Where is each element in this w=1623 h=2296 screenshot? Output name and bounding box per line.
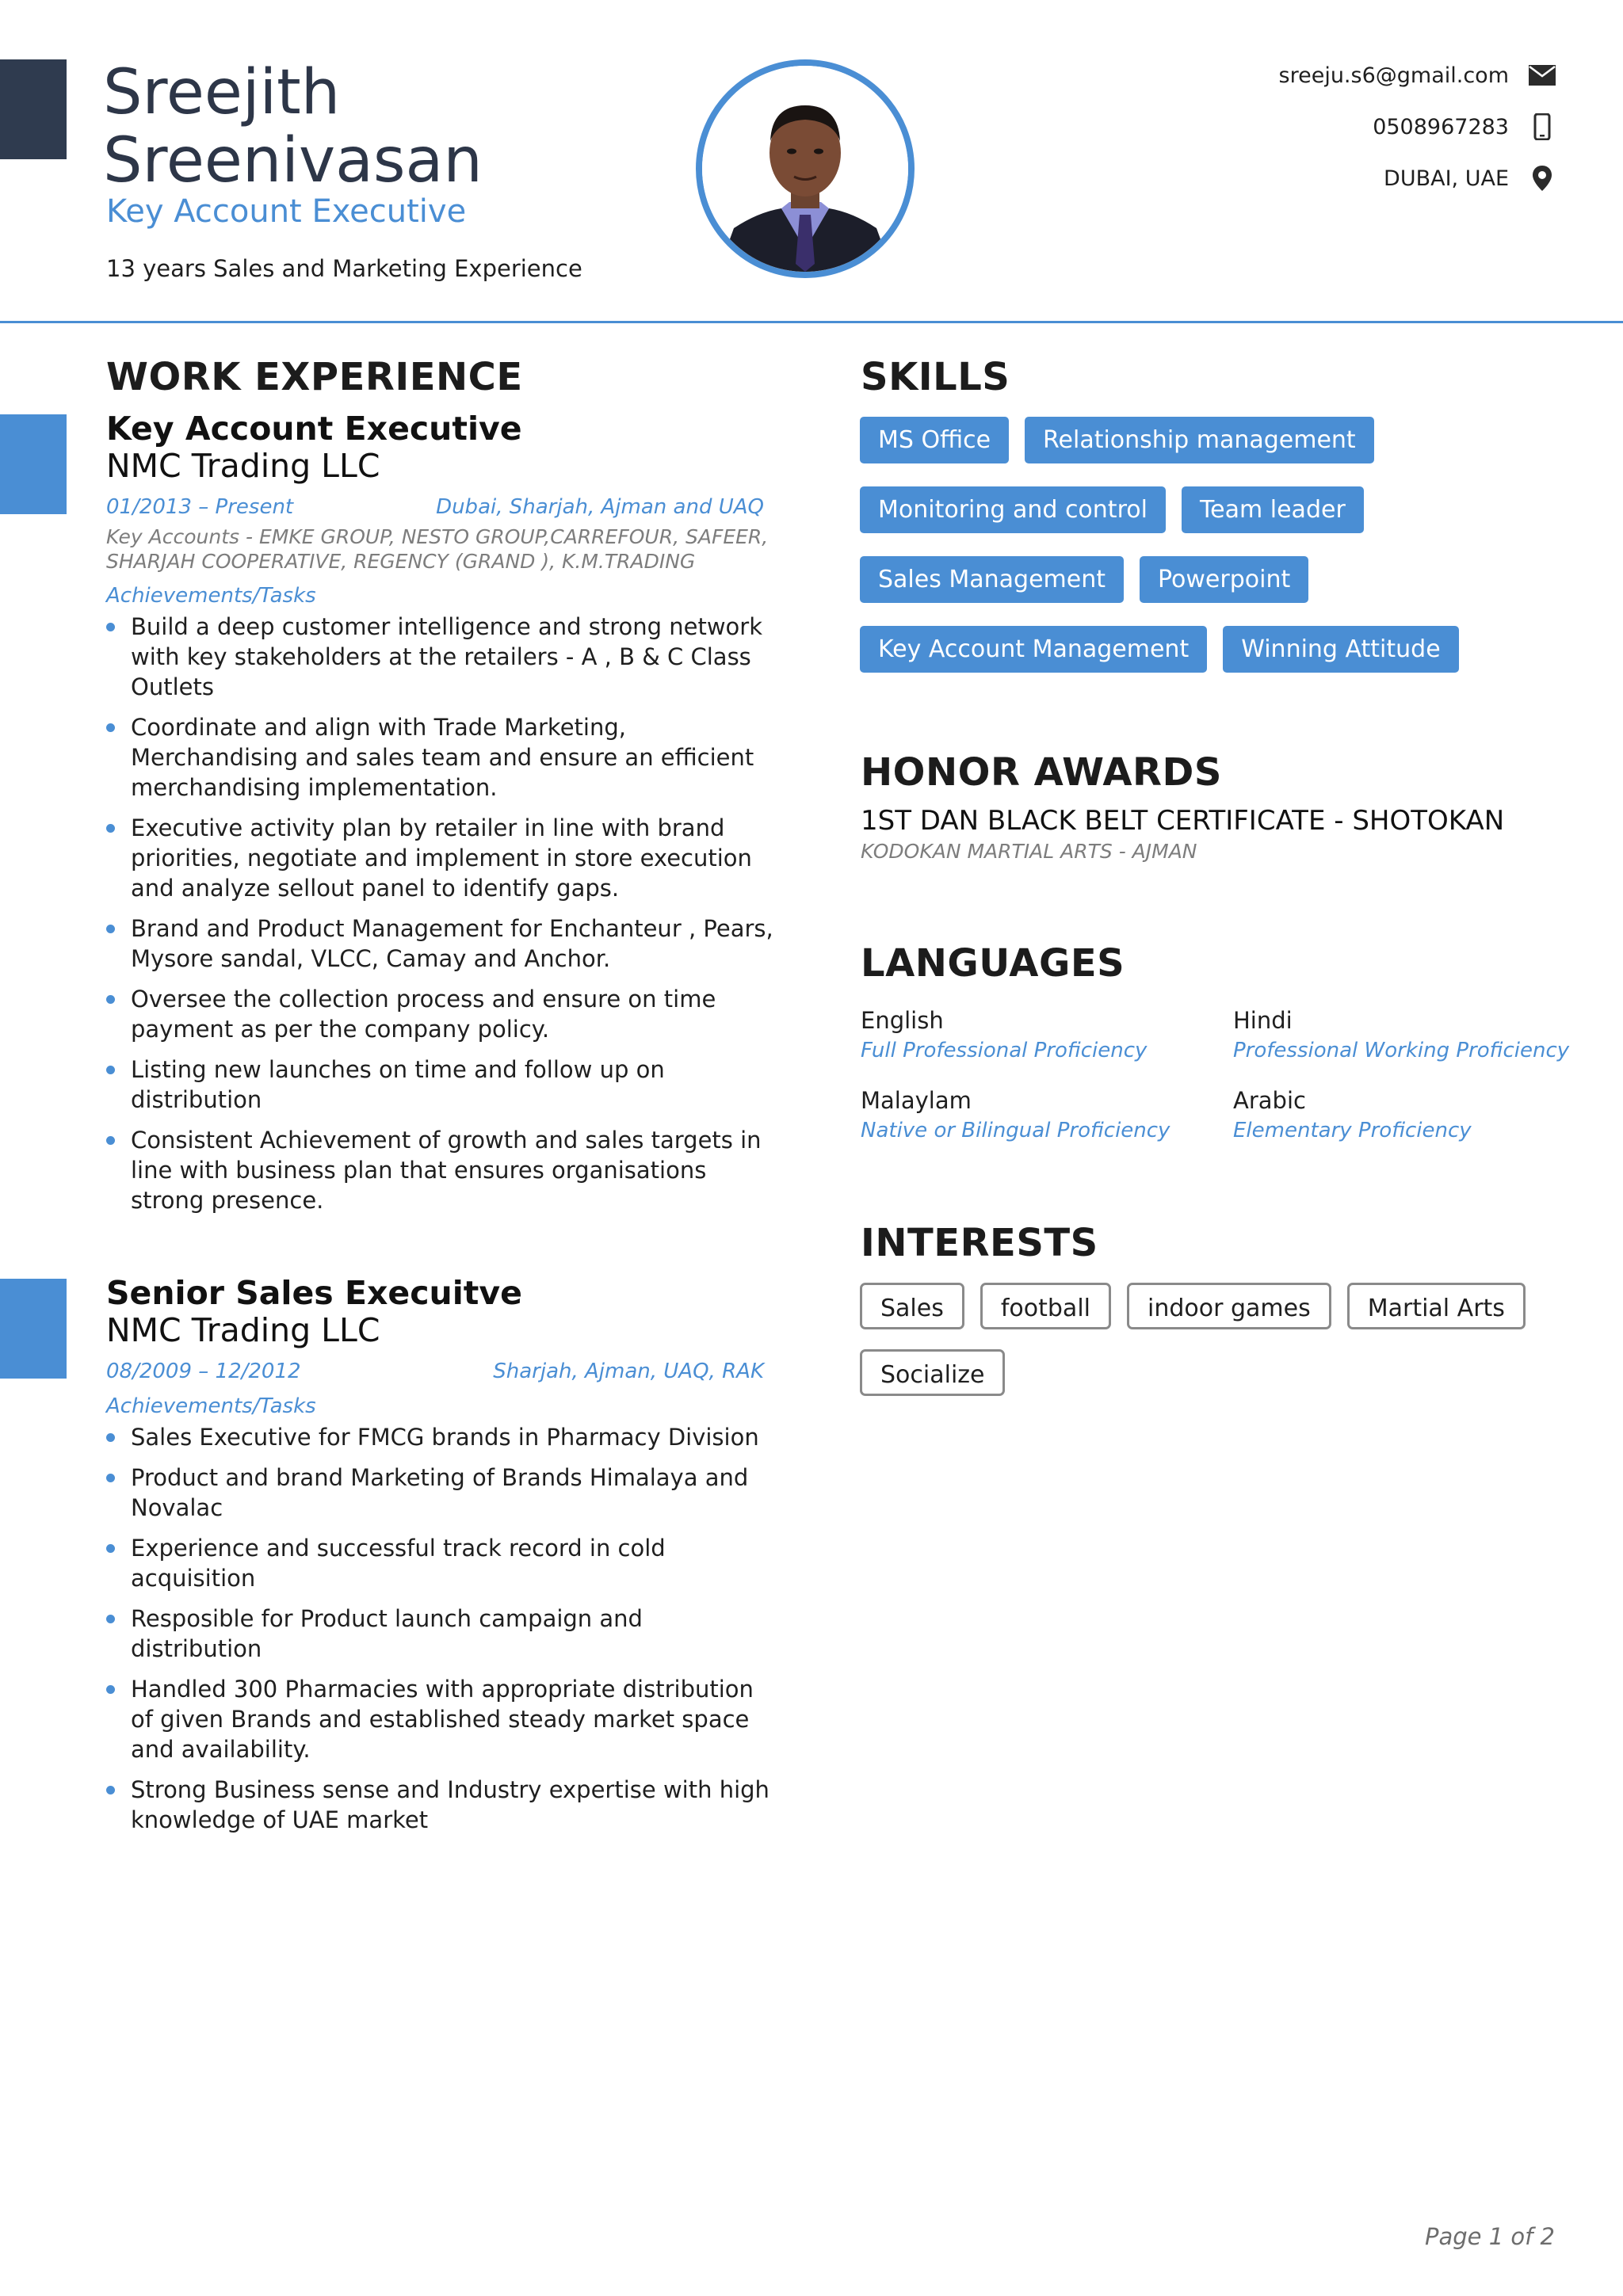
languages-heading: LANGUAGES xyxy=(861,941,1125,986)
bullet-dot xyxy=(106,1615,115,1623)
interest-chip: Socialize xyxy=(860,1349,1005,1396)
skill-chip: Sales Management xyxy=(860,556,1124,603)
honor-awards-heading: HONOR AWARDS xyxy=(861,750,1222,795)
bullet-dot xyxy=(106,1544,115,1553)
header-accent-bar xyxy=(0,59,67,159)
job-2-dates: 08/2009 – 12/2012 xyxy=(106,1360,301,1383)
experience-summary: 13 years Sales and Marketing Experience xyxy=(106,255,582,282)
bullet-dot xyxy=(106,1433,115,1442)
list-item: Product and brand Marketing of Brands Himalaya and Novalac xyxy=(106,1463,780,1523)
list-item: Handled 300 Pharmacies with appropriate distribution of given Brands and established steady market space and availability. xyxy=(106,1674,780,1764)
list-item: Consistent Achievement of growth and sales targets in line with business plan that ensures organisations strong presence. xyxy=(106,1125,780,1215)
envelope-icon xyxy=(1526,59,1558,91)
skill-chip: Winning Attitude xyxy=(1223,626,1458,673)
job-1-task-list xyxy=(106,612,780,1226)
language-name: Malaylam xyxy=(861,1087,972,1114)
interests-list xyxy=(860,1283,1573,1396)
list-item: Build a deep customer intelligence and strong network with key stakeholders at the retailers - A , B & C Class Outlets xyxy=(106,612,780,702)
job-2-company: NMC Trading LLC xyxy=(106,1311,380,1349)
interest-chip: Sales xyxy=(860,1283,964,1329)
location-text: DUBAI, UAE xyxy=(1384,166,1509,191)
work-experience-heading: WORK EXPERIENCE xyxy=(106,355,523,399)
bullet-dot xyxy=(106,1474,115,1482)
bullet-dot xyxy=(106,623,115,631)
list-item: Experience and successful track record in cold acquisition xyxy=(106,1533,780,1593)
name-first: Sreejith xyxy=(103,57,341,128)
language-name: English xyxy=(861,1007,944,1034)
language-name: Arabic xyxy=(1233,1087,1306,1114)
email-text[interactable]: sreeju.s6@gmail.com xyxy=(1278,63,1509,88)
contact-phone[interactable] xyxy=(1373,111,1558,143)
bullet-dot xyxy=(106,1786,115,1794)
language-level: Elementary Proficiency xyxy=(1233,1119,1472,1142)
job-1-date-location xyxy=(106,495,764,519)
contact-location xyxy=(1384,162,1558,194)
job-1-location: Dubai, Sharjah, Ajman and UAQ xyxy=(436,495,764,519)
list-item: Resposible for Product launch campaign and distribution xyxy=(106,1604,780,1664)
bullet-dot xyxy=(106,723,115,732)
language-name: Hindi xyxy=(1233,1007,1293,1034)
job-1-role: Key Account Executive xyxy=(106,410,522,448)
list-item: Listing new launches on time and follow up on distribution xyxy=(106,1055,780,1115)
list-item: Brand and Product Management for Enchanteur , Pears, Mysore sandal, VLCC, Camay and Anchor. xyxy=(106,913,780,974)
award-title: 1ST DAN BLACK BELT CERTIFICATE - SHOTOKAN xyxy=(861,805,1505,837)
bullet-dot xyxy=(106,1685,115,1694)
job-1-dates: 01/2013 – Present xyxy=(106,495,294,519)
interest-chip: football xyxy=(980,1283,1111,1329)
bullet-dot xyxy=(106,1136,115,1145)
page-number: Page 1 of 2 xyxy=(1424,2223,1555,2250)
job-2-location: Sharjah, Ajman, UAQ, RAK xyxy=(493,1360,764,1383)
interest-chip: indoor games xyxy=(1127,1283,1331,1329)
skill-chip: Team leader xyxy=(1182,486,1364,533)
list-item: Sales Executive for FMCG brands in Pharmacy Division xyxy=(106,1422,780,1452)
language-level: Professional Working Proficiency xyxy=(1233,1039,1570,1062)
bullet-dot xyxy=(106,824,115,833)
mobile-phone-icon xyxy=(1526,111,1558,143)
language-level: Full Professional Proficiency xyxy=(861,1039,1148,1062)
job-2-accent xyxy=(0,1279,67,1379)
bullet-dot xyxy=(106,925,115,933)
skills-heading: SKILLS xyxy=(861,355,1010,399)
header-divider xyxy=(0,321,1623,323)
list-item: Executive activity plan by retailer in line with brand priorities, negotiate and implement in store execution and analyze sellout panel to identify gaps. xyxy=(106,813,780,903)
contact-email[interactable] xyxy=(1279,59,1558,91)
phone-text[interactable]: 0508967283 xyxy=(1373,114,1509,139)
bullet-dot xyxy=(106,1066,115,1074)
map-pin-icon xyxy=(1526,162,1558,194)
list-item: Oversee the collection process and ensure on time payment as per the company policy. xyxy=(106,984,780,1044)
skill-chip: Powerpoint xyxy=(1140,556,1308,603)
skills-list xyxy=(860,417,1573,673)
job-1-company: NMC Trading LLC xyxy=(106,447,380,485)
profile-photo xyxy=(696,59,915,278)
job-2-achievements-label: Achievements/Tasks xyxy=(106,1394,316,1418)
skill-chip: Key Account Management xyxy=(860,626,1207,673)
list-item: Coordinate and align with Trade Marketing, Merchandising and sales team and ensure an efficient merchandising implementation. xyxy=(106,712,780,803)
job-2-task-list xyxy=(106,1422,780,1845)
skill-chip: Monitoring and control xyxy=(860,486,1166,533)
job-2-date-location xyxy=(106,1360,764,1383)
list-item: Strong Business sense and Industry expertise with high knowledge of UAE market xyxy=(106,1775,780,1835)
job-1-achievements-label: Achievements/Tasks xyxy=(106,584,316,608)
bullet-dot xyxy=(106,995,115,1004)
skill-chip: MS Office xyxy=(860,417,1009,463)
award-organization: KODOKAN MARTIAL ARTS - AJMAN xyxy=(861,840,1197,863)
job-1-accent xyxy=(0,414,67,514)
skill-chip: Relationship management xyxy=(1025,417,1374,463)
job-2-role: Senior Sales Execuitve xyxy=(106,1274,522,1312)
job-title: Key Account Executive xyxy=(106,193,467,230)
interest-chip: Martial Arts xyxy=(1347,1283,1526,1329)
job-1-key-accounts: Key Accounts - EMKE GROUP, NESTO GROUP,CARREFOUR, SAFEER, SHARJAH COOPERATIVE, REGENCY (GRAND ), K.M.TRADING xyxy=(106,525,769,573)
name-last: Sreenivasan xyxy=(103,125,483,196)
interests-heading: INTERESTS xyxy=(861,1221,1098,1265)
language-level: Native or Bilingual Proficiency xyxy=(861,1119,1170,1142)
